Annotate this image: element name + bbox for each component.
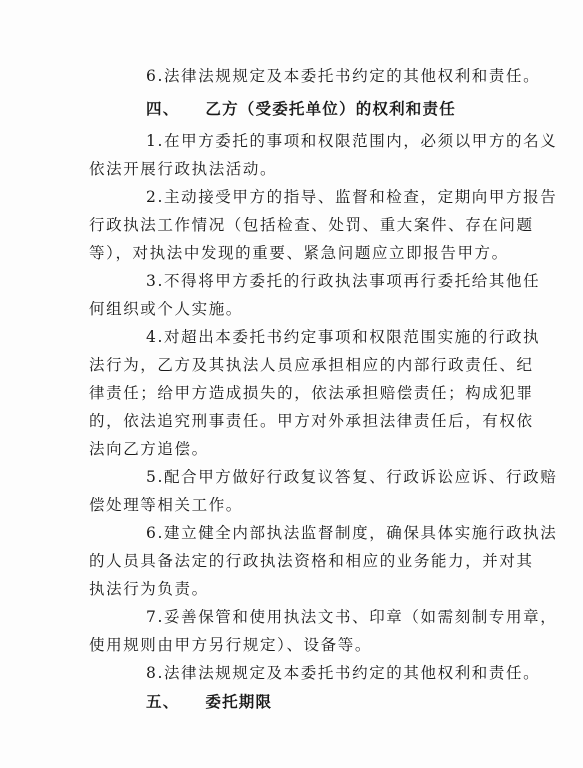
section-title: 乙方（受委托单位）的权利和责任 (205, 100, 456, 118)
section-title: 委托期限 (205, 693, 273, 711)
clause-4-item-8: 8.法律法规规定及本委托书约定的其他权利和责任。 (146, 664, 541, 682)
clause-4-item-4-line-4: 的，依法追究刑事责任。甲方对外承担法律责任后，有权依 (89, 412, 534, 430)
clause-4-item-5-line-1: 5.配合甲方做好行政复议答复、行政诉讼应诉、行政赔 (146, 468, 558, 486)
clause-4-item-4-line-3: 律责任；给甲方造成损失的，依法承担赔偿责任；构成犯罪 (89, 384, 534, 402)
clause-4-item-1-line-1: 1.在甲方委托的事项和权限范围内，必须以甲方的名义 (146, 132, 558, 150)
clause-4-item-1-line-2: 依法开展行政执法活动。 (89, 160, 278, 178)
clause-4-item-6-line-3: 执法行为负责。 (89, 580, 209, 598)
clause-4-item-4-line-2: 法行为，乙方及其执法人员应承担相应的内部行政责任、纪 (89, 356, 534, 374)
clause-4-item-2-line-2: 行政执法工作情况（包括检查、处罚、重大案件、存在问题 (89, 216, 534, 234)
clause-4-item-4-line-5: 法向乙方追偿。 (89, 440, 209, 458)
clause-4-item-4-line-1: 4.对超出本委托书约定事项和权限范围实施的行政执 (146, 328, 541, 346)
section-5-heading (146, 692, 272, 712)
clause-4-item-5-line-2: 偿处理等相关工作。 (89, 496, 243, 514)
section-number: 四、 (146, 100, 180, 118)
clause-4-item-7-line-1: 7.妥善保管和使用执法文书、印章（如需刻制专用章， (146, 608, 558, 626)
clause-3-item-6: 6.法律法规规定及本委托书约定的其他权利和责任。 (146, 67, 541, 85)
clause-4-item-7-line-2: 使用规则由甲方另行规定）、设备等。 (89, 636, 372, 654)
section-number: 五、 (146, 693, 180, 711)
section-4-heading (146, 99, 456, 119)
clause-4-item-6-line-1: 6.建立健全内部执法监督制度，确保具体实施行政执法 (146, 524, 558, 542)
clause-4-item-2-line-3: 等），对执法中发现的重要、紧急问题应立即报告甲方。 (89, 244, 509, 262)
clause-4-item-6-line-2: 的人员具备法定的行政执法资格和相应的业务能力，并对其 (89, 552, 534, 570)
clause-4-item-2-line-1: 2.主动接受甲方的指导、监督和检查，定期向甲方报告 (146, 188, 558, 206)
clause-4-item-3-line-2: 何组织或个人实施。 (89, 300, 243, 318)
clause-4-item-3-line-1: 3.不得将甲方委托的行政执法事项再行委托给其他任 (146, 272, 541, 290)
